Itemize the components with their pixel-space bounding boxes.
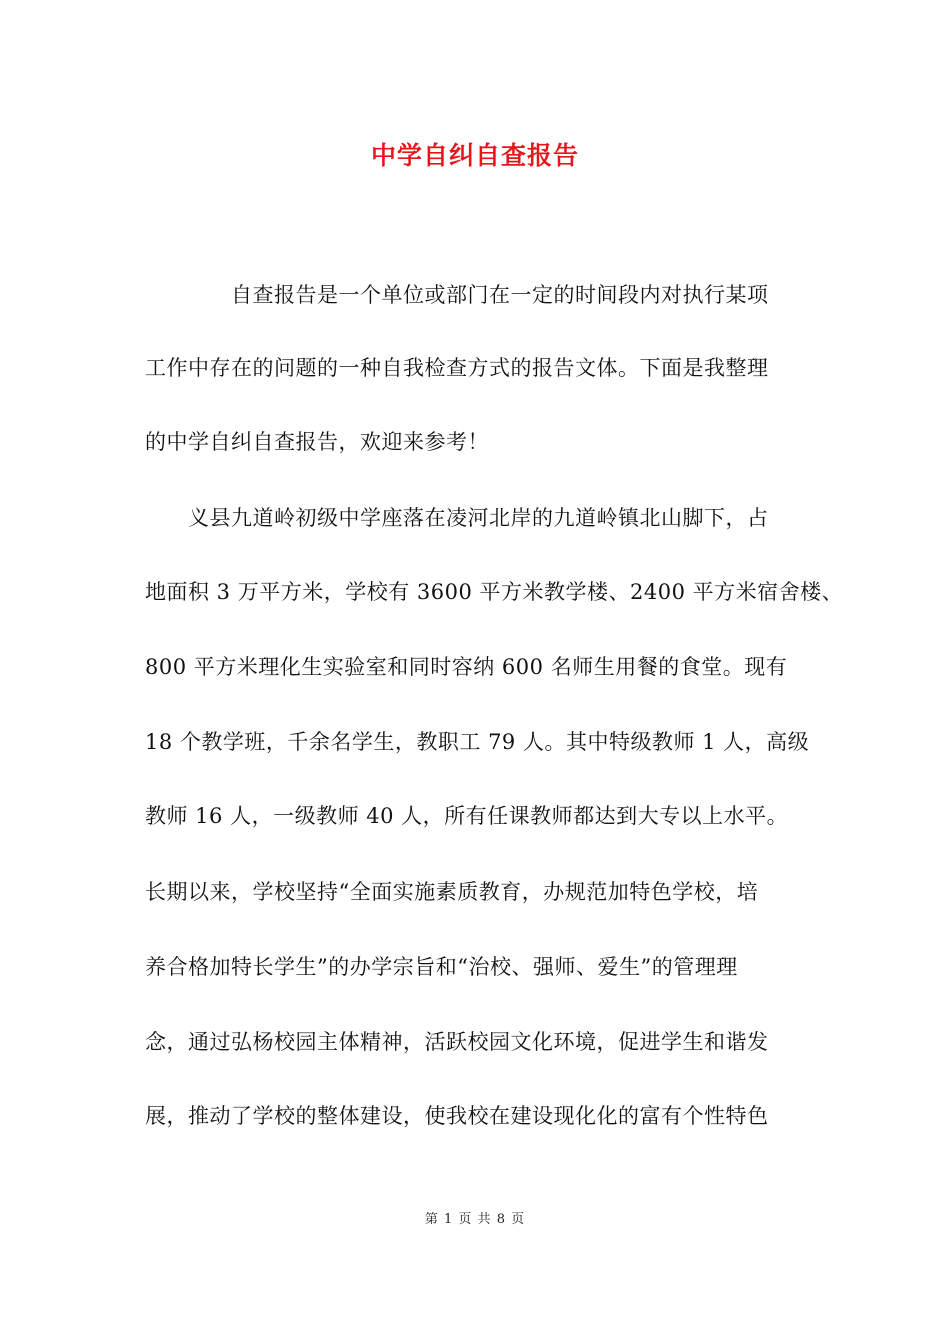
body-line: 800 平方米理化生实验室和同时容纳 600 名师生用餐的食堂。现有 <box>145 655 788 679</box>
body-line: 义县九道岭初级中学座落在凌河北岸的九道岭镇北山脚下，占 <box>145 506 769 530</box>
body-line: 养合格加特长学生”的办学宗旨和“治校、强师、爱生”的管理理 <box>145 955 738 979</box>
body-line: 的中学自纠自查报告，欢迎来参考！ <box>145 430 489 454</box>
page-number-footer: 第 1 页 共 8 页 <box>424 1212 526 1227</box>
body-line: 教师 16 人，一级教师 40 人，所有任课教师都达到大专以上水平。 <box>145 804 789 828</box>
body-line: 自查报告是一个单位或部门在一定的时间段内对执行某项 <box>145 283 769 307</box>
body-line: 地面积 3 万平方米，学校有 3600 平方米教学楼、2400 平方米宿舍楼、 <box>145 580 844 604</box>
body-line: 念，通过弘杨校园主体精神，活跃校园文化环境，促进学生和谐发 <box>145 1030 769 1054</box>
body-line: 展，推动了学校的整体建设，使我校在建设现化化的富有个性特色 <box>145 1104 769 1128</box>
body-line: 长期以来，学校坚持“全面实施素质教育，办规范加特色学校，培 <box>145 880 759 904</box>
body-line: 18 个教学班，千余名学生，教职工 79 人。其中特级教师 1 人，高级 <box>145 730 810 754</box>
body-line: 工作中存在的问题的一种自我检查方式的报告文体。下面是我整理 <box>145 356 769 380</box>
document-title: 中学自纠自查报告 <box>370 141 579 170</box>
